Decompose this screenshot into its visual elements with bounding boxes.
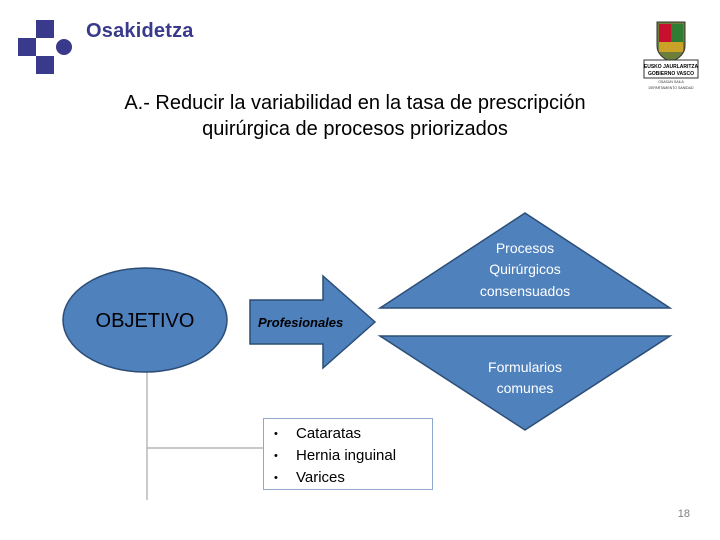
seal-caption-1: EUSKO JAURLARITZA: [643, 64, 699, 70]
slide-title-line-1: A.- Reducir la variabilidad en la tasa de prescripción: [124, 92, 586, 114]
seal-caption-2: GOBIERNO VASCO: [647, 71, 695, 77]
top-triangle-line-1: Procesos: [495, 240, 555, 256]
bottom-triangle-line-1: Formularios: [488, 359, 562, 375]
brand-name: Osakidetza: [86, 20, 194, 42]
list-item-label: Varices: [296, 469, 345, 486]
seal-caption-3: OSASUN SAILA: [658, 80, 684, 84]
list-item-label: Hernia inguinal: [296, 447, 397, 464]
top-triangle-line-2: Quirúrgicos: [489, 261, 561, 277]
slide-title-line-2: quirúrgica de procesos priorizados: [202, 118, 508, 140]
bullet-icon: •: [274, 472, 278, 484]
list-item-label: Cataratas: [296, 425, 362, 442]
bullet-icon: •: [274, 450, 278, 462]
list-item: [264, 445, 432, 467]
procedures-list: [264, 419, 432, 489]
list-item: [264, 467, 432, 489]
seal-caption-4: DEPARTAMENTO SANIDAD: [648, 86, 694, 90]
list-item: [264, 423, 432, 445]
bottom-triangle-line-2: comunes: [496, 380, 554, 396]
arrow-label: Profesionales: [258, 315, 344, 330]
objective-label: OBJETIVO: [95, 310, 195, 332]
procedures-list-box: [263, 418, 433, 490]
bullet-icon: •: [274, 428, 278, 440]
page-number: 18: [677, 508, 690, 520]
top-triangle-line-3: consensuados: [479, 283, 571, 299]
